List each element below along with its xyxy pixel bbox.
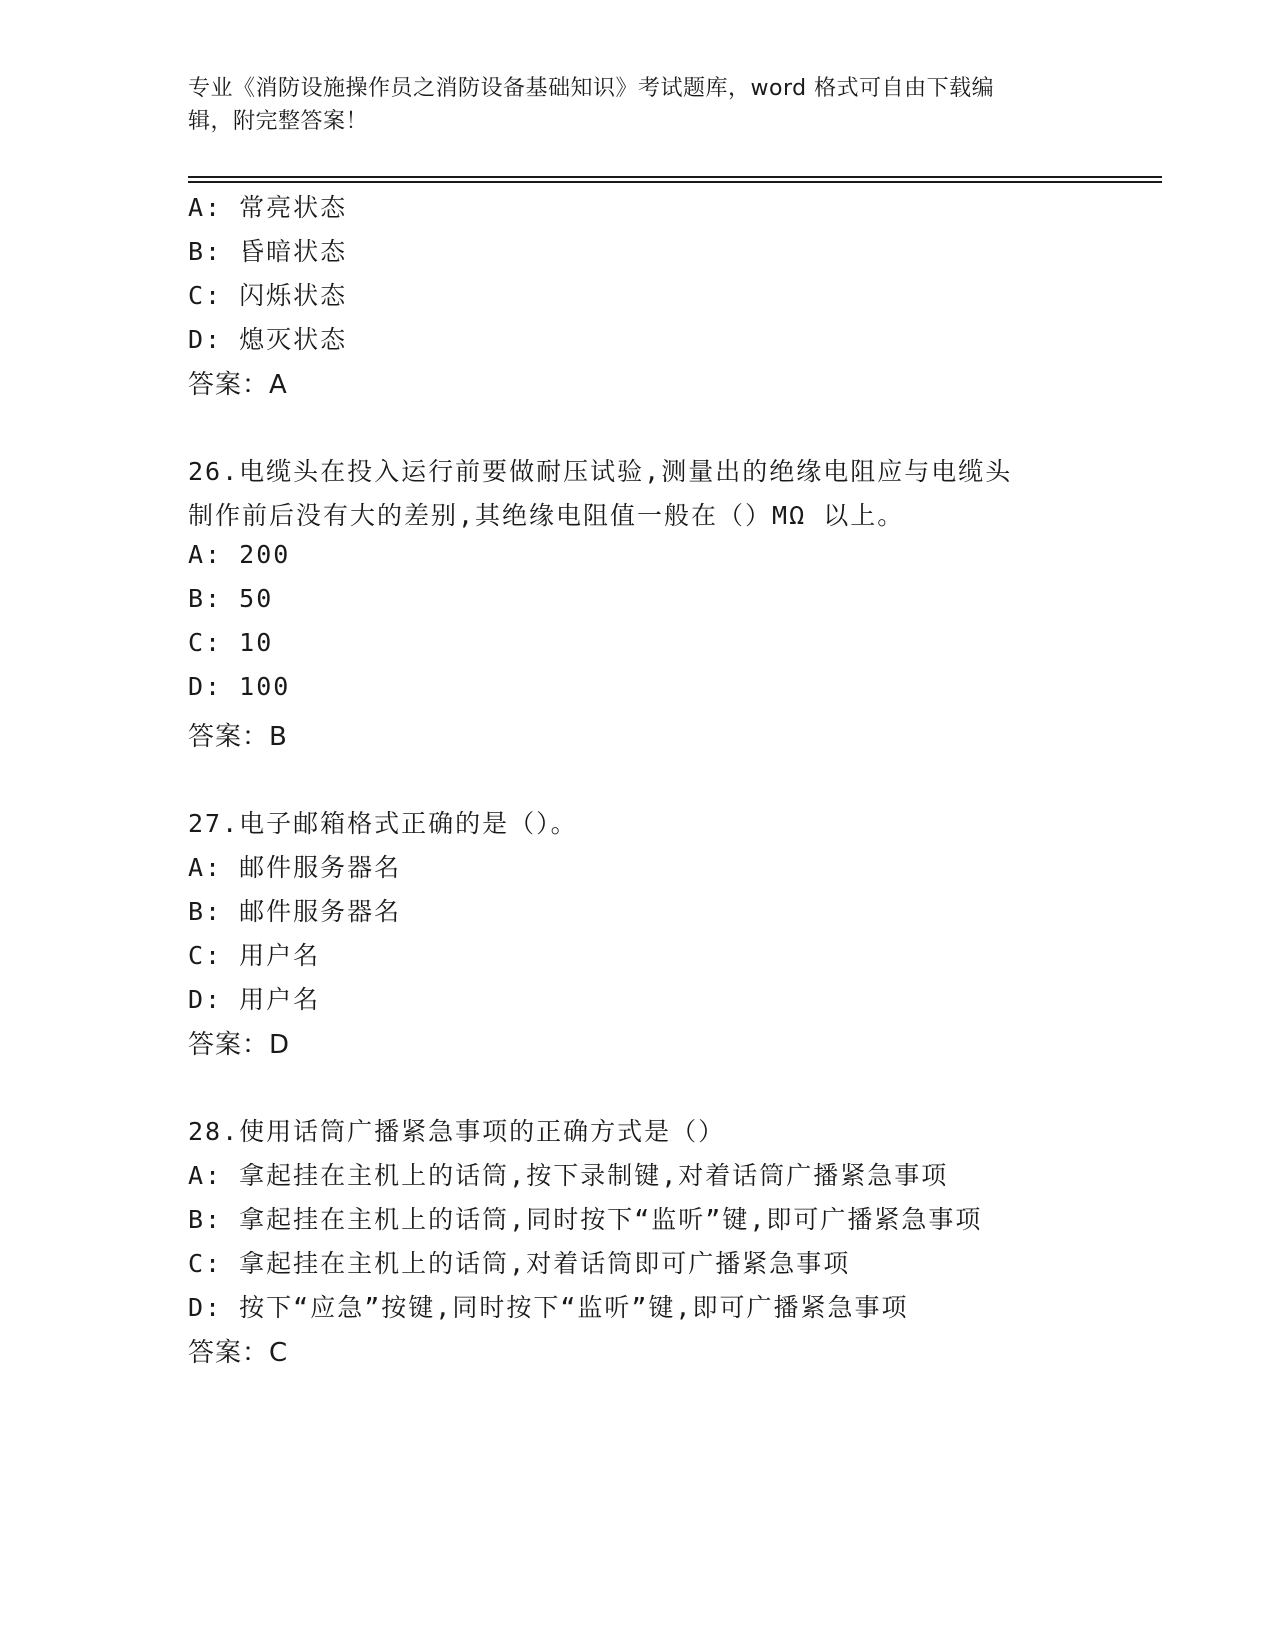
option-text: 昏暗状态	[239, 237, 348, 266]
option-letter: A:	[188, 853, 223, 882]
question-27-stem: 27.电子邮箱格式正确的是（）。	[188, 809, 578, 838]
option-letter: A:	[188, 1161, 223, 1190]
option-a	[188, 540, 290, 569]
option-letter: C:	[188, 1249, 223, 1278]
option-letter: A:	[188, 540, 223, 569]
option-a	[188, 1156, 948, 1192]
option-letter: D:	[188, 1293, 223, 1322]
option-letter: D:	[188, 985, 223, 1014]
header-line-1: 专业《消防设施操作员之消防设备基础知识》考试题库，word 格式可自由下载编	[188, 76, 995, 101]
option-text: 拿起挂在主机上的话筒,对着话筒即可广播紧急事项	[239, 1249, 851, 1278]
option-c	[188, 628, 273, 657]
option-text: 邮件服务器名	[239, 853, 402, 882]
option-text: 用户名	[239, 941, 321, 970]
option-text: 用户名	[239, 985, 321, 1014]
option-text: 100	[239, 672, 291, 701]
option-letter: D:	[188, 672, 223, 701]
header-divider-bottom	[188, 181, 1162, 183]
option-d	[188, 1288, 908, 1324]
answer-line: 答案：D	[188, 1030, 291, 1060]
option-text: 50	[239, 584, 274, 613]
option-letter: B:	[188, 237, 223, 266]
option-a	[188, 188, 347, 224]
option-d	[188, 980, 320, 1016]
question-26-stem-line-1: 26.电缆头在投入运行前要做耐压试验,测量出的绝缘电阻应与电缆头	[188, 457, 1013, 486]
option-text: 邮件服务器名	[239, 897, 402, 926]
option-c	[188, 276, 347, 312]
option-c	[188, 936, 320, 972]
option-text: 拿起挂在主机上的话筒,同时按下“监听”键,即可广播紧急事项	[239, 1205, 983, 1234]
question-28-stem: 28.使用话筒广播紧急事项的正确方式是（）	[188, 1117, 726, 1146]
header-divider-top	[188, 176, 1162, 178]
option-b	[188, 232, 347, 268]
header-line-2: 辑，附完整答案！	[188, 109, 369, 134]
option-a	[188, 848, 401, 884]
option-letter: C:	[188, 628, 223, 657]
option-b	[188, 892, 401, 928]
option-text: 200	[239, 540, 291, 569]
option-b	[188, 1200, 982, 1236]
question-26-stem-line-2: 制作前后没有大的差别,其绝缘电阻值一般在（）MΩ 以上。	[188, 501, 905, 530]
option-text: 拿起挂在主机上的话筒,按下录制键,对着话筒广播紧急事项	[239, 1161, 949, 1190]
option-b	[188, 584, 273, 613]
option-letter: A:	[188, 193, 223, 222]
option-letter: D:	[188, 325, 223, 354]
option-letter: C:	[188, 281, 223, 310]
option-text: 常亮状态	[239, 193, 348, 222]
answer-line: 答案：B	[188, 722, 288, 752]
document-header	[188, 72, 1068, 138]
option-text: 闪烁状态	[239, 281, 348, 310]
option-text: 按下“应急”按键,同时按下“监听”键,即可广播紧急事项	[239, 1293, 909, 1322]
answer-line: 答案：A	[188, 370, 288, 400]
option-d	[188, 672, 290, 701]
option-text: 熄灭状态	[239, 325, 348, 354]
option-letter: B:	[188, 584, 223, 613]
option-c	[188, 1244, 850, 1280]
option-letter: B:	[188, 1205, 223, 1234]
answer-line: 答案：C	[188, 1338, 289, 1368]
option-letter: B:	[188, 897, 223, 926]
option-letter: C:	[188, 941, 223, 970]
option-d	[188, 320, 347, 356]
option-text: 10	[239, 628, 274, 657]
